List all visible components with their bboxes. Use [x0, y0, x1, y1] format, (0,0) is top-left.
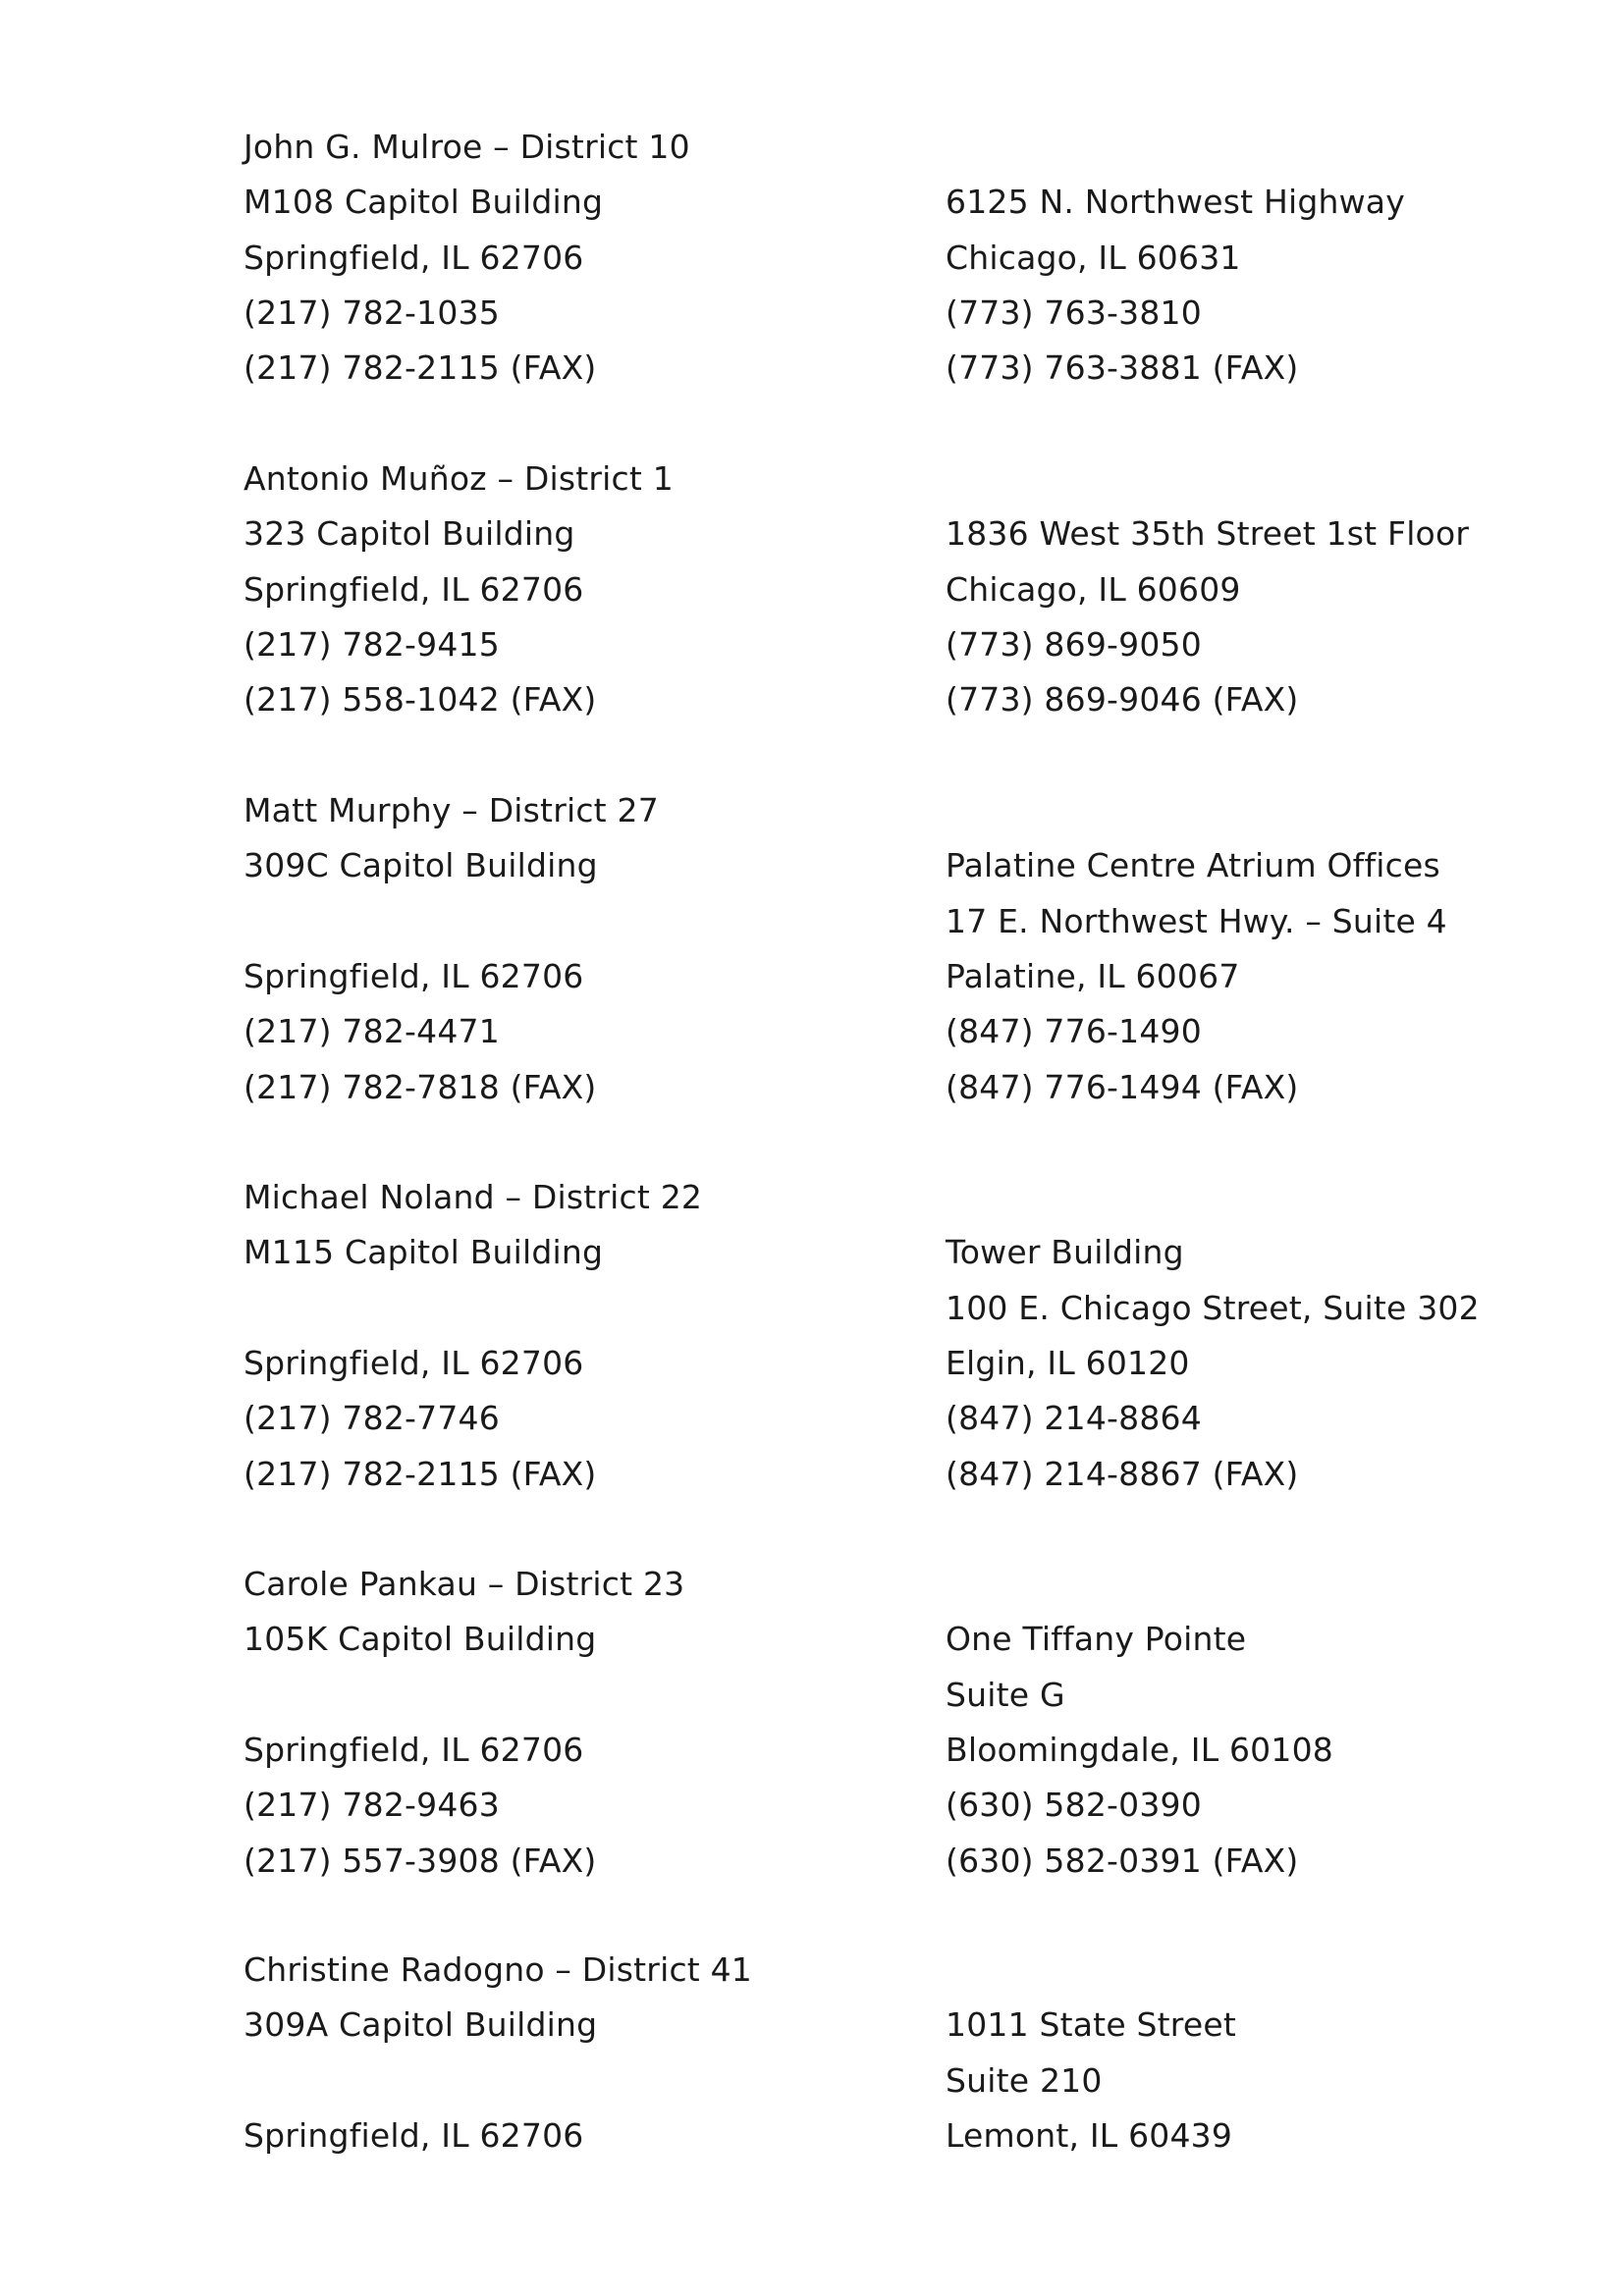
district-office-line: (773) 763-3810 — [946, 294, 1202, 332]
district-office-line: One Tiffany Pointe — [946, 1620, 1247, 1658]
capitol-office-line: Springfield, IL 62706 — [244, 570, 584, 609]
district-office-line: Lemont, IL 60439 — [946, 2116, 1233, 2155]
senator-name-district: Michael Noland – District 22 — [244, 1178, 703, 1216]
senator-name-district: Carole Pankau – District 23 — [244, 1565, 685, 1603]
district-office-line: 1011 State Street — [946, 2005, 1236, 2044]
senator-name-district: Matt Murphy – District 27 — [244, 791, 659, 829]
capitol-office-line: (217) 557-3908 (FAX) — [244, 1842, 597, 1880]
district-office-line: (773) 763-3881 (FAX) — [946, 348, 1299, 387]
capitol-office-line: (217) 558-1042 (FAX) — [244, 680, 597, 719]
district-office-line: 17 E. Northwest Hwy. – Suite 4 — [946, 902, 1447, 940]
capitol-office-line: 309C Capitol Building — [244, 846, 598, 884]
capitol-office-line: Springfield, IL 62706 — [244, 239, 584, 277]
district-office-line: Chicago, IL 60631 — [946, 239, 1241, 277]
district-office-line: Suite 210 — [946, 2061, 1103, 2100]
capitol-office-line: M115 Capitol Building — [244, 1233, 604, 1271]
capitol-office-line: M108 Capitol Building — [244, 183, 604, 221]
capitol-office-line: 105K Capitol Building — [244, 1620, 597, 1658]
capitol-office-line: (217) 782-9415 — [244, 625, 500, 664]
district-office-line: Bloomingdale, IL 60108 — [946, 1731, 1333, 1769]
capitol-office-line: (217) 782-2115 (FAX) — [244, 348, 597, 387]
district-office-line: (630) 582-0390 — [946, 1786, 1202, 1824]
district-office-line: 100 E. Chicago Street, Suite 302 — [946, 1289, 1480, 1327]
senator-name-district: Antonio Muñoz – District 1 — [244, 459, 674, 498]
senator-name-district: John G. Mulroe – District 10 — [244, 128, 690, 166]
district-office-line: Chicago, IL 60609 — [946, 570, 1241, 609]
district-office-line: Tower Building — [946, 1233, 1184, 1271]
capitol-office-line: (217) 782-4471 — [244, 1012, 500, 1050]
capitol-office-line: Springfield, IL 62706 — [244, 2116, 584, 2155]
district-office-line: Palatine, IL 60067 — [946, 957, 1240, 995]
capitol-office-line: (217) 782-2115 (FAX) — [244, 1455, 597, 1493]
capitol-office-line: 309A Capitol Building — [244, 2005, 598, 2044]
senator-name-district: Christine Radogno – District 41 — [244, 1950, 753, 1989]
capitol-office-line: Springfield, IL 62706 — [244, 1731, 584, 1769]
capitol-office-line: (217) 782-7746 — [244, 1399, 500, 1437]
capitol-office-line: (217) 782-9463 — [244, 1786, 500, 1824]
capitol-office-line: (217) 782-1035 — [244, 294, 500, 332]
capitol-office-line: (217) 782-7818 (FAX) — [244, 1068, 597, 1106]
district-office-line: (773) 869-9046 (FAX) — [946, 680, 1299, 719]
capitol-office-line: Springfield, IL 62706 — [244, 957, 584, 995]
district-office-line: (630) 582-0391 (FAX) — [946, 1842, 1299, 1880]
district-office-line: Suite G — [946, 1676, 1065, 1714]
district-office-line: Elgin, IL 60120 — [946, 1344, 1190, 1382]
district-office-line: (773) 869-9050 — [946, 625, 1202, 664]
district-office-line: (847) 214-8864 — [946, 1399, 1202, 1437]
capitol-office-line: 323 Capitol Building — [244, 514, 575, 553]
district-office-line: (847) 214-8867 (FAX) — [946, 1455, 1299, 1493]
district-office-line: Palatine Centre Atrium Offices — [946, 846, 1440, 884]
district-office-line: (847) 776-1490 — [946, 1012, 1202, 1050]
district-office-line: (847) 776-1494 (FAX) — [946, 1068, 1299, 1106]
district-office-line: 1836 West 35th Street 1st Floor — [946, 514, 1470, 553]
capitol-office-line: Springfield, IL 62706 — [244, 1344, 584, 1382]
district-office-line: 6125 N. Northwest Highway — [946, 183, 1405, 221]
